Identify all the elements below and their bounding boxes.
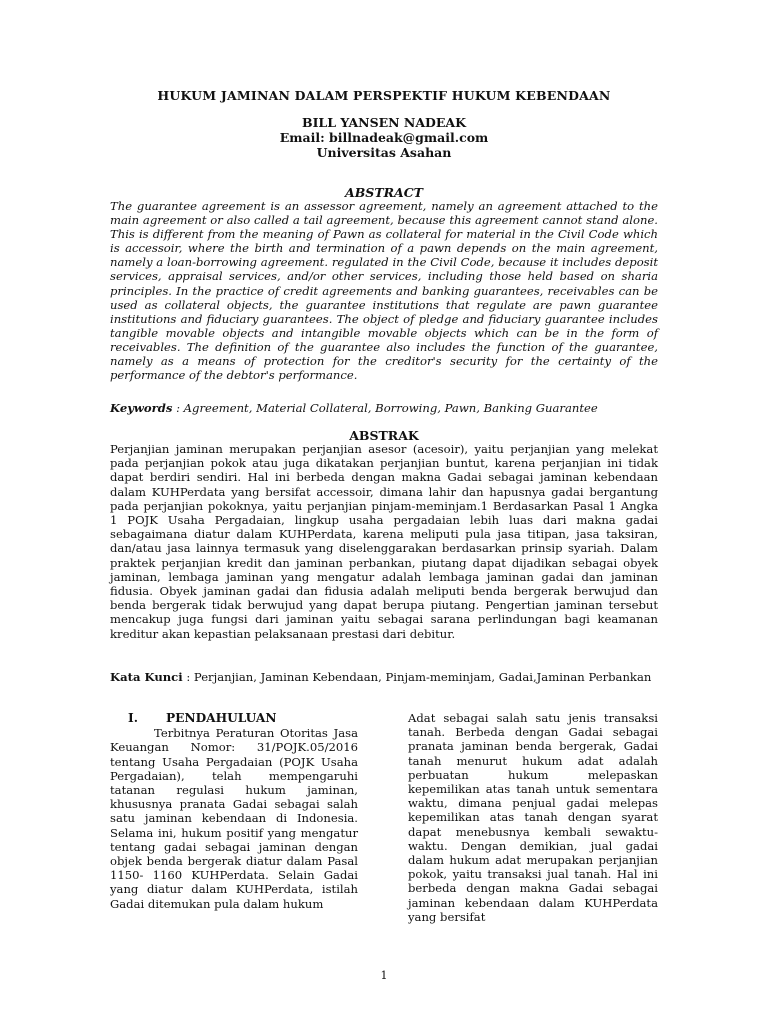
keywords-line xyxy=(110,401,658,415)
author-name: BILL YANSEN NADEAK xyxy=(302,115,466,130)
abstract-text: The guarantee agreement is an assessor agreement, namely an agreement attached to the main agreement or also called a tail agreement, because this agreement cannot stand alone. This is different from the meaning of Pawn as collateral for material in the Civil Code which is accessoir, where the birth and termination of a pawn depends on the main agreement, namely a loan-borrowing agreement. regulated in the Civil Code, because it includes deposit services, appraisal services, and/or other services, including those held based on sharia principles. In the practice of credit agreements and banking guarantees, receivables can be used as collateral objects, the guarantee institutions that regulate are pawn guarantee institutions and fiduciary guarantees. The object of pledge and fiduciary guarantee includes tangible movable objects and intangible movable objects which can be in the form of receivables. The definition of the guarantee also includes the function of the guarantee, namely as a means of protection for the creditor's security for the certainty of the performance of the debtor's performance. xyxy=(110,199,658,383)
left-column xyxy=(110,711,358,911)
page-number: 1 xyxy=(380,969,388,982)
kata-kunci-label: Kata Kunci xyxy=(110,670,183,684)
keywords-text: : Agreement, Material Collateral, Borrowing, Pawn, Banking Guarantee xyxy=(172,401,598,415)
right-column xyxy=(408,711,658,924)
author-block xyxy=(0,115,768,160)
right-column-paragraph: Adat sebagai salah satu jenis transaksi tanah. Berbeda dengan Gadai sebagai pranata jaminan benda bergerak, Gadai tanah menurut hukum adat adalah perbuatan hukum melepaskan kepemilikan atas tanah untuk sementara waktu, dimana penjual gadai melepas kepemilikan atas tanah dengan syarat dapat menebusnya kembali sewaktu-waktu. Dengan demikian, jual gadai dalam hukum adat merupakan perjanjian pokok, yaitu transaksi jual tanah. Hal ini berbeda dengan makna Gadai sebagai jaminan kebendaan dalam KUHPerdata yang bersifat xyxy=(408,711,658,924)
kata-kunci-line xyxy=(110,670,658,684)
keywords-label: Keywords xyxy=(110,401,173,415)
author-email: Email: billnadeak@gmail.com xyxy=(279,130,489,145)
kata-kunci-text: : Perjanjian, Jaminan Kebendaan, Pinjam-meminjam, Gadai,Jaminan Perbankan xyxy=(182,670,652,684)
section-title: PENDAHULUAN xyxy=(166,711,277,725)
abstrak-text: Perjanjian jaminan merupakan perjanjian asesor (acesoir), yaitu perjanjian yang melekat pada perjanjian pokok atau juga dikatakan perjanjian buntut, karena perjanjian ini tidak dapat berdiri sendiri. Hal ini berbeda dengan makna Gadai sebagai jaminan kebendaan dalam KUHPerdata yang bersifat accessoir, dimana lahir dan hapusnya gadai bergantung pada perjanjian pokoknya, yaitu perjanjian pinjam-meminjam.1 Berdasarkan Pasal 1 Angka 1 POJK Usaha Pergadaian, lingkup usaha pergadaian lebih luas dari makna gadai sebagaimana diatur dalam KUHPerdata, karena meliputi pula jasa titipan, jasa taksiran, dan/atau jasa lainnya termasuk yang diselenggarakan berdasarkan prinsip syariah. Dalam praktek perjanjian kredit dan jaminan perbankan, piutang dapat dijadikan sebagai obyek jaminan, lembaga jaminan yang mengatur adalah lembaga jaminan gadai dan jaminan fidusia. Obyek jaminan gadai dan fidusia adalah meliputi benda bergerak berwujud dan benda bergerak tidak berwujud yang dapat berupa piutang. Pengertian jaminan tersebut mencakup juga fungsi dari jaminan yaitu sebagai sarana perlindungan bagi keamanan kreditur akan kepastian pelaksanaan prestasi dari debitur. xyxy=(110,442,658,641)
section-heading xyxy=(128,711,358,725)
section-number: I. xyxy=(128,711,138,725)
paper-title: HUKUM JAMINAN DALAM PERSPEKTIF HUKUM KEBENDAAN xyxy=(157,88,611,103)
abstract-heading: ABSTRACT xyxy=(345,185,423,200)
left-column-paragraph: Terbitnya Peraturan Otoritas Jasa Keuangan Nomor: 31/POJK.05/2016 tentang Usaha Pergadaian (POJK Usaha Pergadaian), telah mempengaruhi tatanan regulasi hukum jaminan, khususnya pranata Gadai sebagai salah satu jaminan kebendaan di Indonesia. Selama ini, hukum positif yang mengatur tentang gadai sebagai jaminan dengan objek benda bergerak diatur dalam Pasal 1150- 1160 KUHPerdata. Selain Gadai yang diatur dalam KUHPerdata, istilah Gadai ditemukan pula dalam hukum xyxy=(110,726,358,911)
abstrak-heading: ABSTRAK xyxy=(349,428,419,443)
author-affiliation: Universitas Asahan xyxy=(316,145,452,160)
